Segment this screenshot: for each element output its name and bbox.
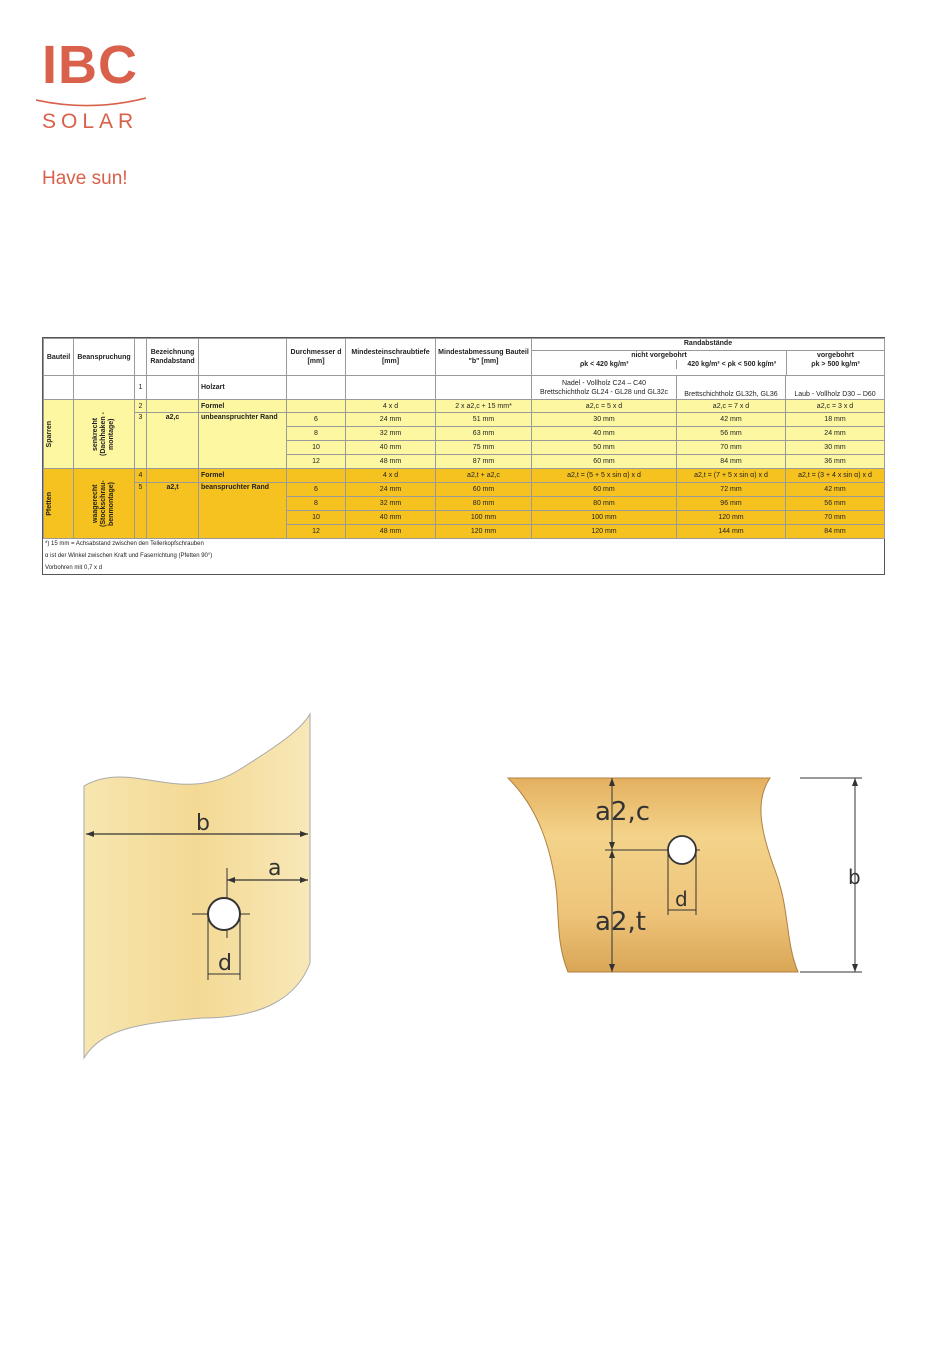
cell-rand-1: 80 mm	[532, 497, 677, 511]
cell-rand-1: 40 mm	[532, 427, 677, 441]
cell-d: 12	[287, 455, 346, 469]
label-d: d	[218, 951, 232, 976]
formel-rand-1: a2,c = 5 x d	[532, 400, 677, 413]
header-einschraubtiefe: Mindesteinschraubtiefe [mm]	[346, 339, 436, 376]
wood-type-1a: Nadel - Vollholz C24 – C40	[561, 379, 647, 387]
cell-abmessung: 60 mm	[436, 483, 532, 497]
rand-symbol: a2,c	[147, 413, 199, 469]
rand-label: beanspruchter Rand	[199, 483, 287, 539]
purlin-diagram	[500, 770, 870, 980]
sparren-formel-row	[44, 400, 885, 413]
cell-rand-3: 24 mm	[786, 427, 885, 441]
cell-rand-3: 70 mm	[786, 511, 885, 525]
label-b: b	[848, 865, 861, 889]
cell-rand-2: 84 mm	[677, 455, 786, 469]
label-b: b	[196, 811, 210, 836]
row-number: 2	[135, 400, 147, 413]
formel-abmessung: a2,t + a2,c	[436, 469, 532, 483]
cell-rand-1: 60 mm	[532, 483, 677, 497]
cell-rand-3: 84 mm	[786, 525, 885, 539]
pfetten-label: Pfetten	[46, 491, 53, 516]
cell-tiefe: 32 mm	[346, 427, 436, 441]
header-beanspruchung: Beanspruchung	[74, 339, 135, 376]
cell-tiefe: 48 mm	[346, 525, 436, 539]
cell-abmessung: 75 mm	[436, 441, 532, 455]
row-number: 4	[135, 469, 147, 483]
cell-rand-1: 60 mm	[532, 455, 677, 469]
label-a: a	[268, 856, 282, 881]
pfetten-formel-row	[44, 469, 885, 483]
pfetten-beanspruchung: waagerecht (Stockschrau- benmontage)	[92, 480, 115, 527]
tagline: Have sun!	[42, 168, 128, 189]
sparren-beanspruchung: senkrecht (Dachhaken - montage)	[92, 412, 115, 456]
header-bezeichnung: Bezeichnung Randabstand	[147, 339, 199, 376]
cell-rand-2: 120 mm	[677, 511, 786, 525]
cell-d: 12	[287, 525, 346, 539]
cell-tiefe: 32 mm	[346, 497, 436, 511]
header-nicht-vorgebohrt: nicht vorgebohrt	[631, 352, 687, 359]
cell-rand-3: 30 mm	[786, 441, 885, 455]
header-density-2: 420 kg/m³ < ρk < 500 kg/m³	[687, 361, 777, 368]
note: α ist der Winkel zwischen Kraft und Faserrichtung (Pfetten 90°)	[45, 553, 213, 559]
row-number: 1	[135, 376, 147, 400]
cell-rand-1: 50 mm	[532, 441, 677, 455]
logo-text: IBC	[42, 35, 138, 95]
cell-rand-3: 18 mm	[786, 413, 885, 427]
formel-rand-2: a2,t = (7 + 5 x sin α) x d	[677, 469, 786, 483]
cell-rand-1: 120 mm	[532, 525, 677, 539]
cell-d: 8	[287, 497, 346, 511]
cell-rand-1: 100 mm	[532, 511, 677, 525]
cell-rand-1: 30 mm	[532, 413, 677, 427]
screw-hole-icon	[208, 898, 240, 930]
sparren-label: Sparren	[46, 420, 53, 448]
cell-tiefe: 24 mm	[346, 413, 436, 427]
table-row	[44, 483, 885, 497]
cell-tiefe: 24 mm	[346, 483, 436, 497]
cell-abmessung: 51 mm	[436, 413, 532, 427]
formel-label: Formel	[199, 469, 287, 483]
cell-tiefe: 40 mm	[346, 511, 436, 525]
cell-abmessung: 100 mm	[436, 511, 532, 525]
formel-rand-2: a2,c = 7 x d	[677, 400, 786, 413]
cell-rand-3: 42 mm	[786, 483, 885, 497]
brand-logo	[36, 35, 146, 135]
row-number: 3	[135, 413, 147, 469]
cell-abmessung: 120 mm	[436, 525, 532, 539]
formel-label: Formel	[199, 400, 287, 413]
header-abmessung: Mindestabmessung Bauteil "b" [mm]	[436, 339, 532, 376]
header-durchmesser: Durchmesser d [mm]	[287, 339, 346, 376]
holzart-row	[44, 376, 885, 400]
note: Vorbohren mit 0,7 x d	[45, 565, 103, 571]
label-a2c: a2,c	[595, 797, 651, 827]
rand-label: unbeanspruchter Rand	[199, 413, 287, 469]
formel-tiefe: 4 x d	[346, 400, 436, 413]
header-density-3: ρk > 500 kg/m³	[811, 361, 860, 368]
cell-rand-2: 72 mm	[677, 483, 786, 497]
cell-tiefe: 48 mm	[346, 455, 436, 469]
cell-abmessung: 63 mm	[436, 427, 532, 441]
header-density-1: ρk < 420 kg/m³	[532, 360, 677, 369]
formel-rand-1: a2,t = (5 + 5 x sin α) x d	[532, 469, 677, 483]
wood-type-1b: Brettschichtholz GL24 - GL28 und GL32c	[539, 388, 669, 396]
rafter-diagram	[72, 708, 332, 1068]
rafter-wood-shape	[84, 714, 310, 1058]
rand-symbol: a2,t	[147, 483, 199, 539]
cell-abmessung: 87 mm	[436, 455, 532, 469]
cell-d: 10	[287, 511, 346, 525]
cell-rand-2: 56 mm	[677, 427, 786, 441]
screw-hole-icon	[668, 836, 696, 864]
label-d: d	[675, 887, 688, 911]
cell-rand-2: 42 mm	[677, 413, 786, 427]
cell-d: 10	[287, 441, 346, 455]
header-vorgebohrt: vorgebohrt	[817, 352, 854, 359]
table-header-row	[44, 339, 885, 376]
formel-rand-3: a2,t = (3 + 4 x sin α) x d	[786, 469, 885, 483]
table-notes	[45, 538, 212, 574]
formel-rand-3: a2,c = 3 x d	[786, 400, 885, 413]
header-randabstaende: Randabstände	[532, 339, 884, 351]
formel-tiefe: 4 x d	[346, 469, 436, 483]
cell-rand-2: 70 mm	[677, 441, 786, 455]
cell-rand-2: 144 mm	[677, 525, 786, 539]
cell-rand-3: 56 mm	[786, 497, 885, 511]
purlin-wood-shape	[508, 778, 798, 972]
cell-rand-3: 36 mm	[786, 455, 885, 469]
formel-abmessung: 2 x a2,c + 15 mm*	[436, 400, 532, 413]
holzart-label: Holzart	[199, 376, 287, 400]
row-number: 5	[135, 483, 147, 539]
table-row	[44, 413, 885, 427]
label-a2t: a2,t	[595, 907, 646, 937]
cell-d: 6	[287, 413, 346, 427]
cell-d: 8	[287, 427, 346, 441]
wood-type-3: Laub - Vollholz D30 – D60	[786, 376, 885, 400]
spec-table	[43, 338, 885, 539]
note: *) 15 mm = Achsabstand zwischen den Tellerkopfschrauben	[45, 541, 204, 547]
cell-abmessung: 80 mm	[436, 497, 532, 511]
logo-subtext: SOLAR	[42, 110, 139, 133]
header-bauteil: Bauteil	[44, 339, 74, 376]
spec-table-container	[42, 337, 885, 575]
cell-rand-2: 96 mm	[677, 497, 786, 511]
wood-type-2: Brettschichtholz GL32h, GL36	[677, 376, 786, 400]
cell-tiefe: 40 mm	[346, 441, 436, 455]
cell-d: 6	[287, 483, 346, 497]
